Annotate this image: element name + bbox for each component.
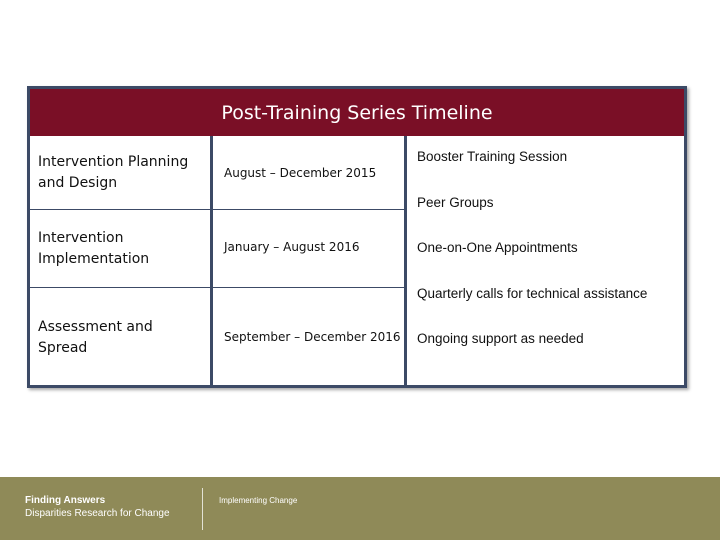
phase-assessment-line2: Spread bbox=[38, 340, 88, 356]
activity-one-on-one: One-on-One Appointments bbox=[417, 240, 578, 255]
footer-tagline: Disparities Research for Change bbox=[25, 508, 170, 519]
row-divider-1 bbox=[30, 209, 404, 210]
phase-implementation-dates: January – August 2016 bbox=[224, 240, 360, 254]
phase-implementation bbox=[38, 228, 149, 270]
phase-planning-line2: and Design bbox=[38, 175, 118, 191]
activity-ongoing-support: Ongoing support as needed bbox=[417, 331, 584, 346]
column-divider-2 bbox=[404, 136, 407, 385]
table-title: Post-Training Series Timeline bbox=[221, 101, 493, 124]
phase-implementation-line1: Intervention bbox=[38, 230, 124, 246]
activity-quarterly-calls: Quarterly calls for technical assistance bbox=[417, 286, 648, 301]
table-title-bar bbox=[30, 89, 684, 136]
phase-assessment-dates: September – December 2016 bbox=[224, 330, 401, 344]
phase-planning bbox=[38, 152, 188, 194]
activity-booster-training: Booster Training Session bbox=[417, 149, 568, 164]
footer-bar bbox=[0, 477, 720, 540]
footer-org-name: Finding Answers bbox=[25, 495, 106, 506]
row-divider-2 bbox=[30, 287, 404, 288]
phase-planning-dates: August – December 2015 bbox=[224, 166, 377, 180]
footer-section-label: Implementing Change bbox=[219, 496, 298, 505]
phase-implementation-line2: Implementation bbox=[38, 251, 150, 267]
activity-peer-groups: Peer Groups bbox=[417, 195, 494, 210]
phase-assessment-line1: Assessment and bbox=[38, 319, 153, 335]
column-divider-1 bbox=[210, 136, 213, 385]
phase-assessment bbox=[38, 317, 153, 359]
phase-planning-line1: Intervention Planning bbox=[38, 154, 189, 170]
footer-divider bbox=[202, 488, 203, 530]
